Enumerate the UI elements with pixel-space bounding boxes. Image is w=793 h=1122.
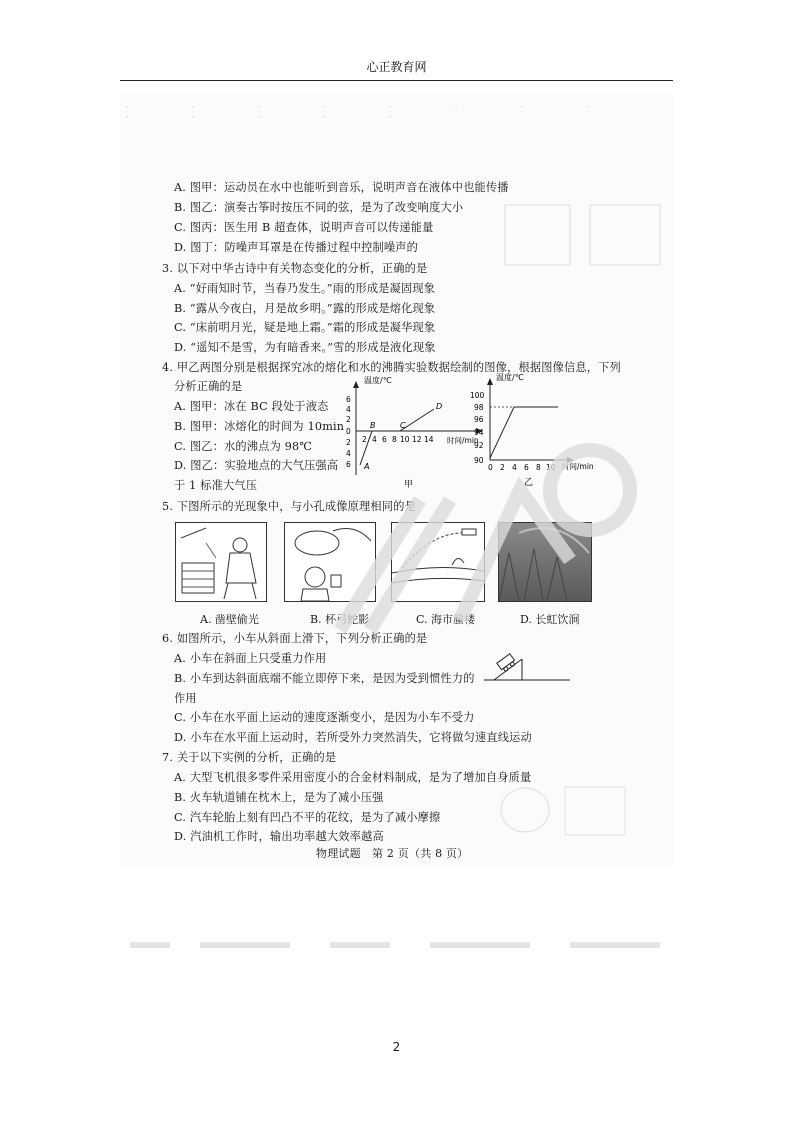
q6-option-b: B. 小车到达斜面底端不能立即停下来，是因为受到惯性力的 <box>174 672 475 685</box>
image-a-chisel-wall <box>175 522 267 602</box>
scan-noise: · · · · · · · · · · · · · <box>126 103 619 123</box>
graph-a-xtick: 6 <box>382 435 387 444</box>
graph-a-xtick: 8 <box>392 435 397 444</box>
graph-a-caption: 甲 <box>404 480 414 490</box>
graph-b-xtick: 6 <box>524 463 529 472</box>
graph-a-ytick: 4 <box>346 405 351 414</box>
q7-option-d: D. 汽油机工作时，输出功率越大效率越高 <box>174 830 384 843</box>
graph-b-ytick: 96 <box>474 415 484 424</box>
bleed-through-bottom <box>130 925 670 965</box>
graph-a-xtick: 2 <box>362 435 367 444</box>
q2-option-a: A. 图甲：运动员在水中也能听到音乐，说明声音在液体中也能传播 <box>174 181 509 194</box>
bleed-through-figure-2 <box>495 775 655 845</box>
q4-option-a: A. 图甲：冰在 BC 段处于液态 <box>174 400 329 413</box>
q7-option-b: B. 火车轨道铺在枕木上，是为了减小压强 <box>174 791 384 804</box>
q4-stem-cont: 分析正确的是 <box>174 380 243 393</box>
q4-stem: 4. 甲乙两图分别是根据探究冰的熔化和水的沸腾实验数据绘制的图像，根据图像信息，下列 <box>162 361 621 374</box>
q7-option-a: A. 大型飞机很多零件采用密度小的合金材料制成，是为了增加自身质量 <box>174 771 532 784</box>
q4-option-c: C. 图乙：水的沸点为 98℃ <box>174 440 313 453</box>
q2-option-c: C. 图丙：医生用 B 超查体，说明声音可以传递能量 <box>174 221 434 234</box>
header-divider <box>120 80 673 81</box>
graph-a-point-c: C <box>400 421 406 430</box>
q4-option-d: D. 图乙：实验地点的大气压强高 <box>174 459 339 472</box>
graph-b-ytick: 100 <box>470 391 485 400</box>
q7-stem: 7. 关于以下实例的分析，正确的是 <box>162 751 337 764</box>
graph-a-xtick: 12 <box>412 435 422 444</box>
q4-option-b: B. 图甲：冰熔化的时间为 10min <box>174 420 345 433</box>
caption-a: A. 凿壁偷光 <box>200 613 259 626</box>
q6-option-a: A. 小车在斜面上只受重力作用 <box>174 652 327 665</box>
graph-a-ylabel: 温度/℃ <box>364 376 392 385</box>
graph-b-xtick: 0 <box>488 463 493 472</box>
graph-a-ytick: 2 <box>346 415 351 424</box>
graph-a-xlabel: 时间/min <box>447 436 479 445</box>
graph-b-ylabel: 温度/℃ <box>496 373 524 382</box>
q6-option-c: C. 小车在水平面上运动的速度逐渐变小，是因为小车不受力 <box>174 711 475 724</box>
graph-b-ytick: 98 <box>474 403 484 412</box>
q3-option-d: D. “遥知不是雪，为有暗香来。”雪的形成是液化现象 <box>174 341 436 354</box>
q6-stem: 6. 如图所示，小车从斜面上滑下，下列分析正确的是 <box>162 632 428 645</box>
q3-option-a: A. “好雨知时节，当春乃发生。”雨的形成是凝固现象 <box>174 282 436 295</box>
exam-footer: 物理试题 第 2 页（共 8 页） <box>316 847 469 860</box>
graph-a-ytick: 6 <box>346 395 351 404</box>
q6-option-b-cont: 作用 <box>174 692 197 705</box>
q3-stem: 3. 以下对中华古诗中有关物态变化的分析，正确的是 <box>162 262 428 275</box>
graph-a-xtick: 10 <box>400 435 410 444</box>
graph-a-point-a: A <box>364 462 370 471</box>
graph-b-ytick: 94 <box>474 428 484 437</box>
graph-a-xtick: 14 <box>424 435 434 444</box>
graph-a-ytick: 2 <box>346 438 351 447</box>
page-header: 心正教育网 <box>366 60 427 74</box>
graph-b-ytick: 90 <box>474 456 484 465</box>
page-number: 2 <box>392 1040 401 1054</box>
caption-c: C. 海市蜃楼 <box>416 613 476 626</box>
graph-b-xtick: 8 <box>536 463 541 472</box>
graph-a-ytick: 6 <box>346 460 351 469</box>
caption-b: B. 杯弓蛇影 <box>310 613 370 626</box>
q2-option-d: D. 图丁：防噪声耳罩是在传播过程中控制噪声的 <box>174 241 419 254</box>
graph-a-ytick: 0 <box>346 427 351 436</box>
graph-a-point-d: D <box>436 402 443 411</box>
graph-a-xtick: 4 <box>372 435 377 444</box>
graph-b-ytick: 92 <box>474 441 484 450</box>
bleed-through-figure <box>500 180 670 270</box>
graph-b-xlabel: 时间/min <box>562 462 594 471</box>
q2-option-b: B. 图乙：演奏古筝时按压不同的弦，是为了改变响度大小 <box>174 201 464 214</box>
watermark-stamp <box>300 380 660 680</box>
q4-option-d-cont: 于 1 标准大气压 <box>174 479 258 492</box>
q5-stem: 5. 下图所示的光现象中，与小孔成像原理相同的是 <box>162 500 416 513</box>
q6-option-d: D. 小车在水平面上运动时，若所受外力突然消失，它将做匀速直线运动 <box>174 731 532 744</box>
graph-b-xtick: 10 <box>546 463 556 472</box>
graph-b-xtick: 4 <box>512 463 517 472</box>
q3-option-b: B. “露从今夜白，月是故乡明。”露的形成是熔化现象 <box>174 302 436 315</box>
caption-d: D. 长虹饮涧 <box>520 613 580 626</box>
q3-option-c: C. “床前明月光，疑是地上霜。”霜的形成是凝华现象 <box>174 321 436 334</box>
graph-a-ytick: 4 <box>346 449 351 458</box>
graph-b-caption: 乙 <box>524 478 534 488</box>
graph-a-point-b: B <box>370 421 376 430</box>
graph-b-xtick: 2 <box>500 463 505 472</box>
q7-option-c: C. 汽车轮胎上刻有凹凸不平的花纹，是为了减小摩擦 <box>174 811 441 824</box>
